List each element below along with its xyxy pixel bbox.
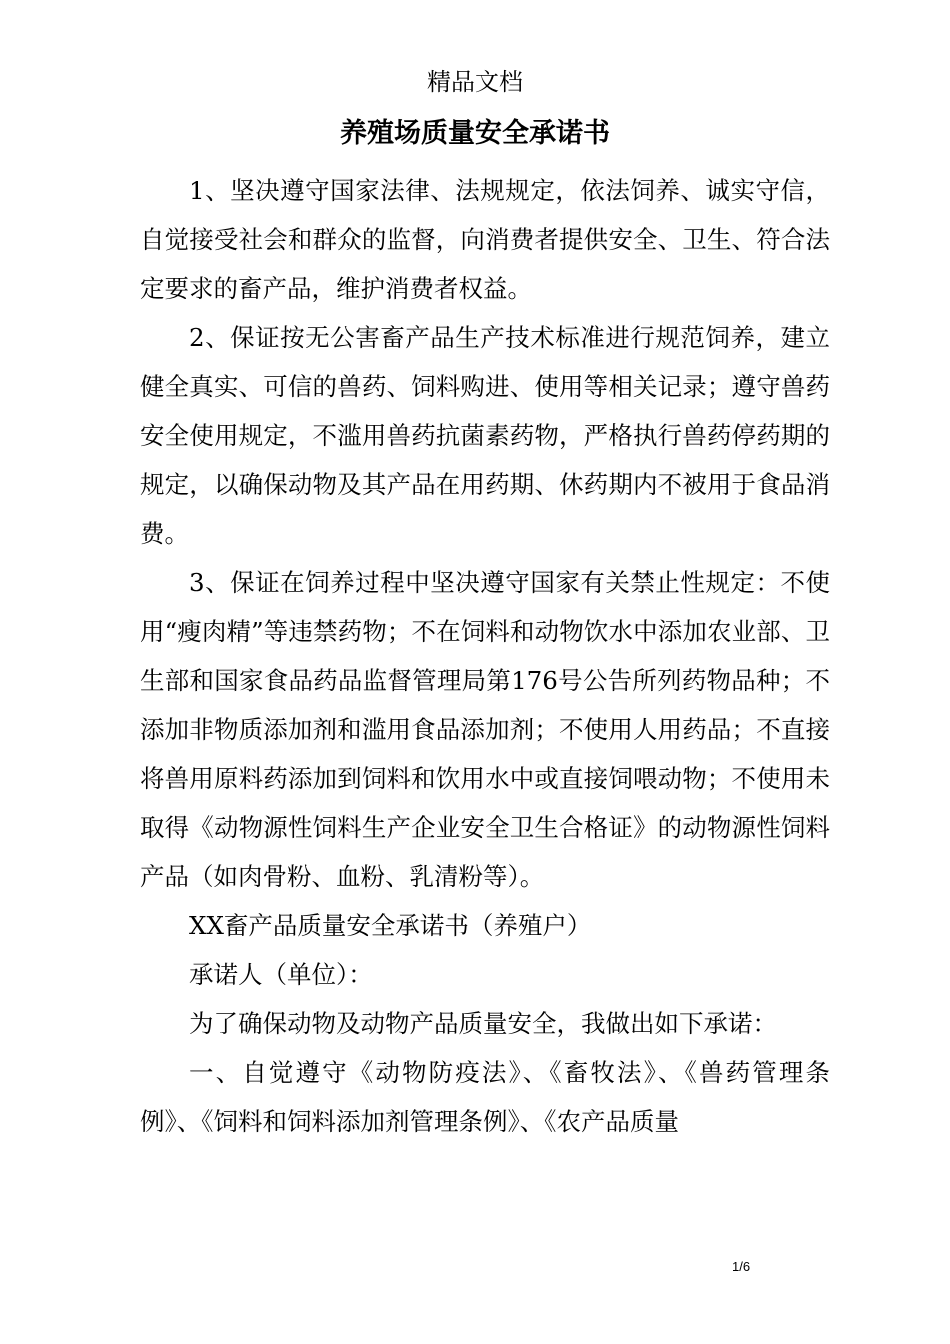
- paragraph-4: XX畜产品质量安全承诺书（养殖户）: [189, 911, 592, 940]
- page-header: 精品文档: [427, 68, 523, 96]
- paragraph-6: 为了确保动物及动物产品质量安全，我做出如下承诺：: [189, 1009, 777, 1038]
- paragraph-2: 2、保证按无公害畜产品生产技术标准进行规范饲养，建立健全真实、可信的兽药、饲料购进、使用等相关记录；遵守兽药安全使用规定，不滥用兽药抗菌素药物，严格执行兽药停药期的规定，以确保动物及其产品在用药期、休药期内不被用于食品消费。: [140, 323, 830, 548]
- paragraph-3: 3、保证在饲养过程中坚决遵守国家有关禁止性规定：不使用“瘦肉精”等违禁药物；不在饲料和动物饮水中添加农业部、卫生部和国家食品药品监督管理局第176号公告所列药物品种；不添加非物质添加剂和滥用食品添加剂；不使用人用药品；不直接将兽用原料药添加到饲料和饮用水中或直接饲喂动物；不使用未取得《动物源性饲料生产企业安全卫生合格证》的动物源性饲料产品（如肉骨粉、血粉、乳清粉等）。: [140, 568, 830, 891]
- page-number: 1/6: [732, 1259, 751, 1274]
- paragraph-1: 1、坚决遵守国家法律、法规规定，依法饲养、诚实守信，自觉接受社会和群众的监督，向消费者提供安全、卫生、符合法定要求的畜产品，维护消费者权益。: [140, 176, 830, 303]
- document-body: [140, 166, 830, 1146]
- paragraph-5: 承诺人（单位）：: [189, 960, 373, 989]
- document-title: 养殖场质量安全承诺书: [340, 118, 610, 149]
- paragraph-7: 一、自觉遵守《动物防疫法》、《畜牧法》、《兽药管理条例》、《饲料和饲料添加剂管理条例》、《农产品质量: [140, 1058, 830, 1136]
